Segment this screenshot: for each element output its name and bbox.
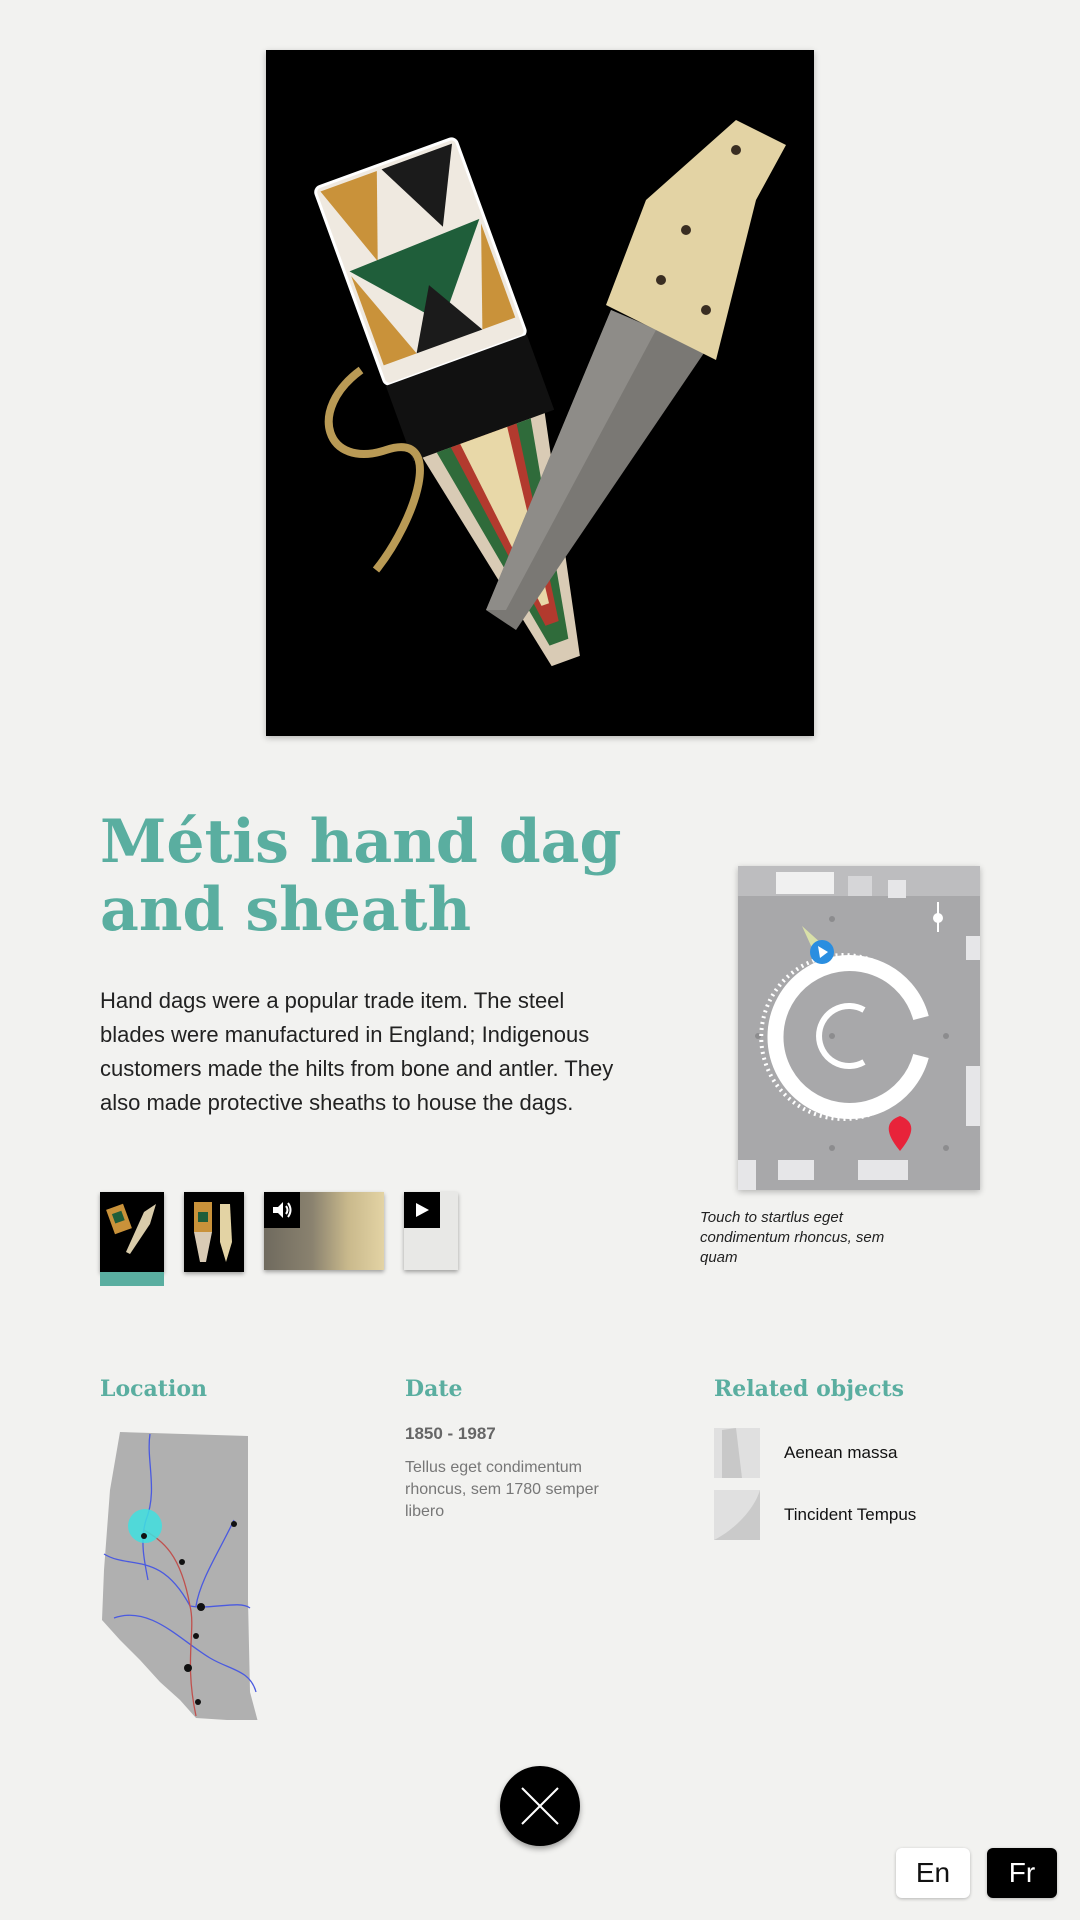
artifact-title: Métis hand dag and sheath	[100, 807, 622, 945]
related-object-label: Aenean massa	[784, 1443, 898, 1462]
thumbnail-image	[184, 1192, 244, 1272]
language-fr-button[interactable]: Fr	[987, 1848, 1057, 1898]
related-object-thumbnail	[714, 1428, 760, 1478]
date-heading: Date	[405, 1376, 463, 1402]
floor-map-illustration	[738, 866, 980, 1190]
gallery-thumbnail-1[interactable]	[100, 1192, 164, 1272]
floor-map-caption: Touch to startlus eget condimentum rhoncus, sem quam	[700, 1209, 885, 1266]
date-description: Tellus eget condimentum rhoncus, sem 1780 semper libero	[405, 1459, 599, 1520]
knife-and-sheath-illustration	[266, 50, 814, 736]
close-icon	[518, 1784, 562, 1828]
artifact-location-pin	[889, 1116, 912, 1151]
speaker-icon	[271, 1201, 293, 1219]
selected-thumbnail-indicator	[100, 1272, 164, 1286]
gallery-thumbnail-2[interactable]	[184, 1192, 244, 1272]
language-en-button[interactable]: En	[896, 1848, 970, 1898]
related-objects-heading: Related objects	[714, 1376, 905, 1402]
related-object-item[interactable]	[714, 1490, 974, 1540]
location-heading: Location	[100, 1376, 207, 1402]
artifact-description: Hand dags were a popular trade item. The steel blades were manufactured in England; Indigenous customers made the hilts from bone and antler. They also made protective sheaths to house the dags.	[100, 988, 614, 1115]
province-map	[100, 1430, 260, 1720]
date-range: 1850 - 1987	[405, 1424, 496, 1443]
audio-badge	[264, 1192, 300, 1228]
video-badge	[404, 1192, 440, 1228]
play-icon	[413, 1201, 431, 1219]
artifact-hero-image	[266, 50, 814, 736]
related-object-label: Tincident Tempus	[784, 1505, 917, 1524]
close-button[interactable]	[500, 1766, 580, 1846]
thumbnail-image	[100, 1192, 164, 1272]
related-object-thumbnail	[714, 1490, 760, 1540]
province-map-illustration	[100, 1430, 260, 1720]
related-object-item[interactable]	[714, 1428, 974, 1478]
museum-floor-map[interactable]	[738, 866, 980, 1190]
gallery-thumbnail-video[interactable]	[404, 1192, 458, 1270]
gallery-thumbnail-audio[interactable]	[264, 1192, 384, 1270]
